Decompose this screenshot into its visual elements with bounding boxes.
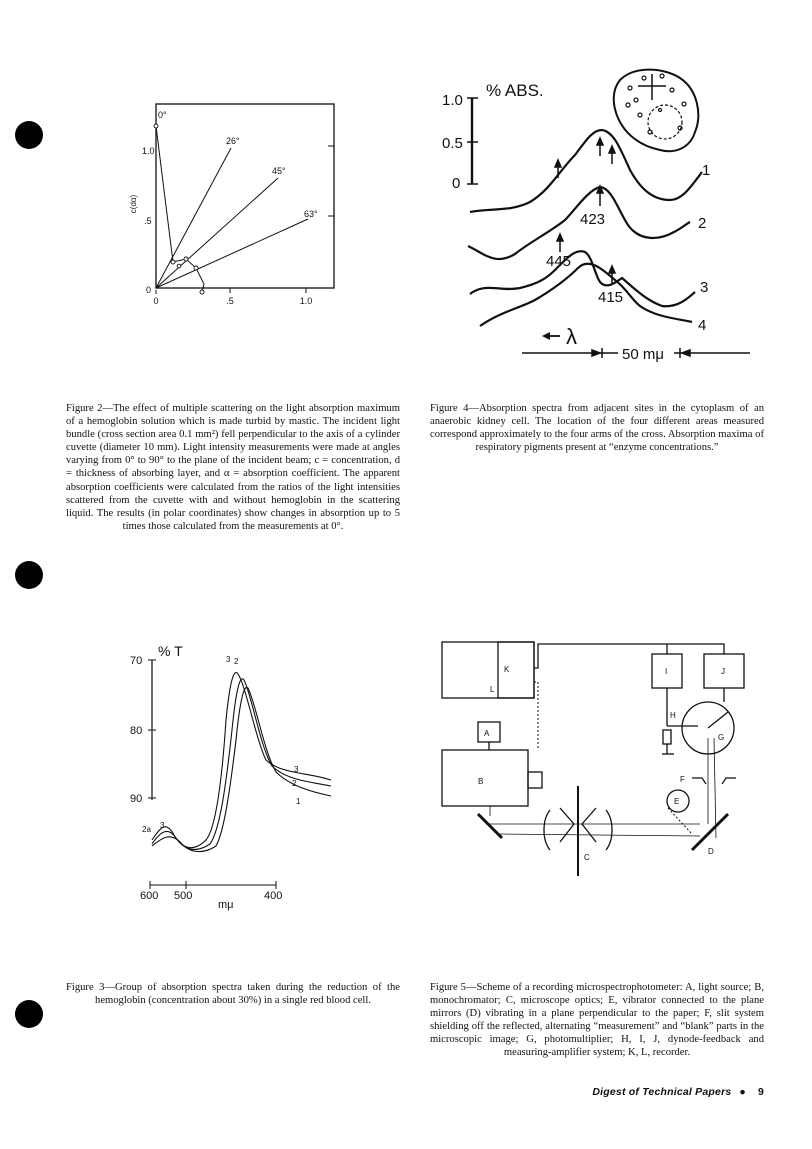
figure-4-caption: Figure 4—Absorption spectra from adjacent sites in the cytoplasm of an anaerobic kidney cell. The location of the four different areas measured correspond approximately to the four arms of the cross. Absorption maxima of respiratory pigments present at “enzyme concentrations.” xyxy=(430,403,764,454)
y-tick-05: 0.5 xyxy=(442,135,463,152)
peak-label-423: 423 xyxy=(580,211,606,228)
peak-label-415: 415 xyxy=(598,289,624,306)
y-tick-1: 1.0 xyxy=(442,92,463,109)
curve-1 xyxy=(470,130,702,212)
peak-label-445: 445 xyxy=(546,253,572,270)
journal-title: Digest of Technical Papers xyxy=(592,1086,732,1098)
spectra-curves xyxy=(468,130,702,326)
recorder-L xyxy=(442,642,534,698)
label-H: H xyxy=(670,711,676,720)
x-tick-05: .5 xyxy=(226,296,234,306)
curve-4 xyxy=(480,264,692,326)
y-tick-0: 0 xyxy=(146,285,152,295)
label-L: L xyxy=(490,685,495,694)
cell-sketch xyxy=(614,70,699,152)
wavelength-direction-arrow xyxy=(542,332,560,340)
angle-label-45: 45° xyxy=(272,166,286,176)
curve-label-3: 3 xyxy=(700,279,709,296)
plot-frame xyxy=(156,104,334,288)
y-tick-0: 0 xyxy=(452,175,461,192)
curve-label-2: 2 xyxy=(698,215,707,232)
label-3: 3 xyxy=(160,821,165,830)
binder-hole xyxy=(15,121,43,149)
monochromator-B xyxy=(442,750,528,806)
x-axis-label: mμ xyxy=(218,899,234,911)
figure-2-polar-plot xyxy=(118,96,358,311)
label-D: D xyxy=(708,847,714,856)
curve-label-top: 3 xyxy=(226,655,231,664)
x-tick-0: 0 xyxy=(153,296,159,306)
y-axis-title: % ABS. xyxy=(486,81,544,100)
ray-63 xyxy=(156,219,308,288)
label-F: F xyxy=(680,775,685,784)
lambda-label: λ xyxy=(566,324,577,349)
y-tick-70: 70 xyxy=(130,655,143,667)
y-axis-title: % T xyxy=(158,643,183,659)
figure-5-microspectrophotometer-scheme xyxy=(438,638,768,883)
curve-label-4: 4 xyxy=(698,317,707,334)
label-J: J xyxy=(721,667,725,676)
label-I: I xyxy=(665,667,668,676)
figure-5-caption: Figure 5—Scheme of a recording microspectrophotometer: A, light source; B, monochromator; C, microscope optics; E, vibrator connected to the plane mirrors (D) vibrating in a plane perpendicular to the paper; F, slit system shielding off the reflected, alternating “measurement” and “blank” parts in the microscopic image; G, photomultiplier; H, I, J, dynode-feedback and measuring-amplifier system; K, L, recorder. xyxy=(430,982,764,1059)
figure-3-transmission-spectra xyxy=(126,640,356,915)
ray-45 xyxy=(156,178,278,288)
page-footer xyxy=(592,1086,764,1098)
x-tick-600: 600 xyxy=(140,890,159,902)
label-A: A xyxy=(484,729,490,738)
label-K: K xyxy=(504,665,510,674)
label-B: B xyxy=(478,777,484,786)
figure-4-absorption-spectra xyxy=(440,60,760,375)
x-tick-500: 500 xyxy=(174,890,193,902)
figure-2-caption: Figure 2—The effect of multiple scattering on the light absorption maximum of a hemoglobin solution which is made turbid by mastic. The incident light bundle (cross section area 0.1 mm²) fell perpendicular to the axis of a cylinder cuvette (diameter 10 mm). Light intensity measurements were made at angles varying from 0° to 90° to the plane of the incident beam; c = concentration, d = thickness of absorbing layer, and α = absorption coefficient. The apparent absorption coefficients were calculated from the ratios of the light intensities scattered from the cuvette with and without hemoglobin in the scattering liquid. The results (in polar coordinates) show changes in absorption up to 5 times those calculated from the measurements at 0°. xyxy=(66,403,400,532)
y-tick-1: 1.0 xyxy=(142,146,155,156)
x-tick-400: 400 xyxy=(264,890,283,902)
page-number: 9 xyxy=(757,1086,764,1098)
y-axis-label: c(dα) xyxy=(129,194,138,214)
curve-label-2: 2 xyxy=(292,779,297,788)
slit-system-F xyxy=(692,778,736,784)
angle-label-63: 63° xyxy=(304,209,318,219)
y-tick-05: .5 xyxy=(144,216,152,226)
spectra-curves xyxy=(152,673,331,852)
x-tick-1: 1.0 xyxy=(299,296,313,306)
label-G: G xyxy=(718,733,725,742)
angle-label-26: 26° xyxy=(226,136,240,146)
binder-hole xyxy=(15,561,43,589)
scale-label: 50 mμ xyxy=(622,346,664,363)
curve-label-3: 3 xyxy=(294,765,299,774)
label-C: C xyxy=(584,853,590,862)
label-E: E xyxy=(674,797,680,806)
angle-label-0: 0° xyxy=(158,110,167,120)
figure-3-caption: Figure 3—Group of absorption spectra taken during the reduction of the hemoglobin (concentration about 30%) in a single red blood cell. xyxy=(66,982,400,1007)
curve-label-top-2: 2 xyxy=(234,657,239,666)
curve-label-1: 1 xyxy=(296,797,301,806)
label-2a: 2a xyxy=(142,825,151,834)
data-points xyxy=(154,124,204,294)
binder-hole xyxy=(15,1000,43,1028)
y-tick-90: 90 xyxy=(130,793,143,805)
y-tick-80: 80 xyxy=(130,725,143,737)
curve-label-1: 1 xyxy=(702,162,711,179)
footer-bullet: ● xyxy=(739,1086,746,1098)
